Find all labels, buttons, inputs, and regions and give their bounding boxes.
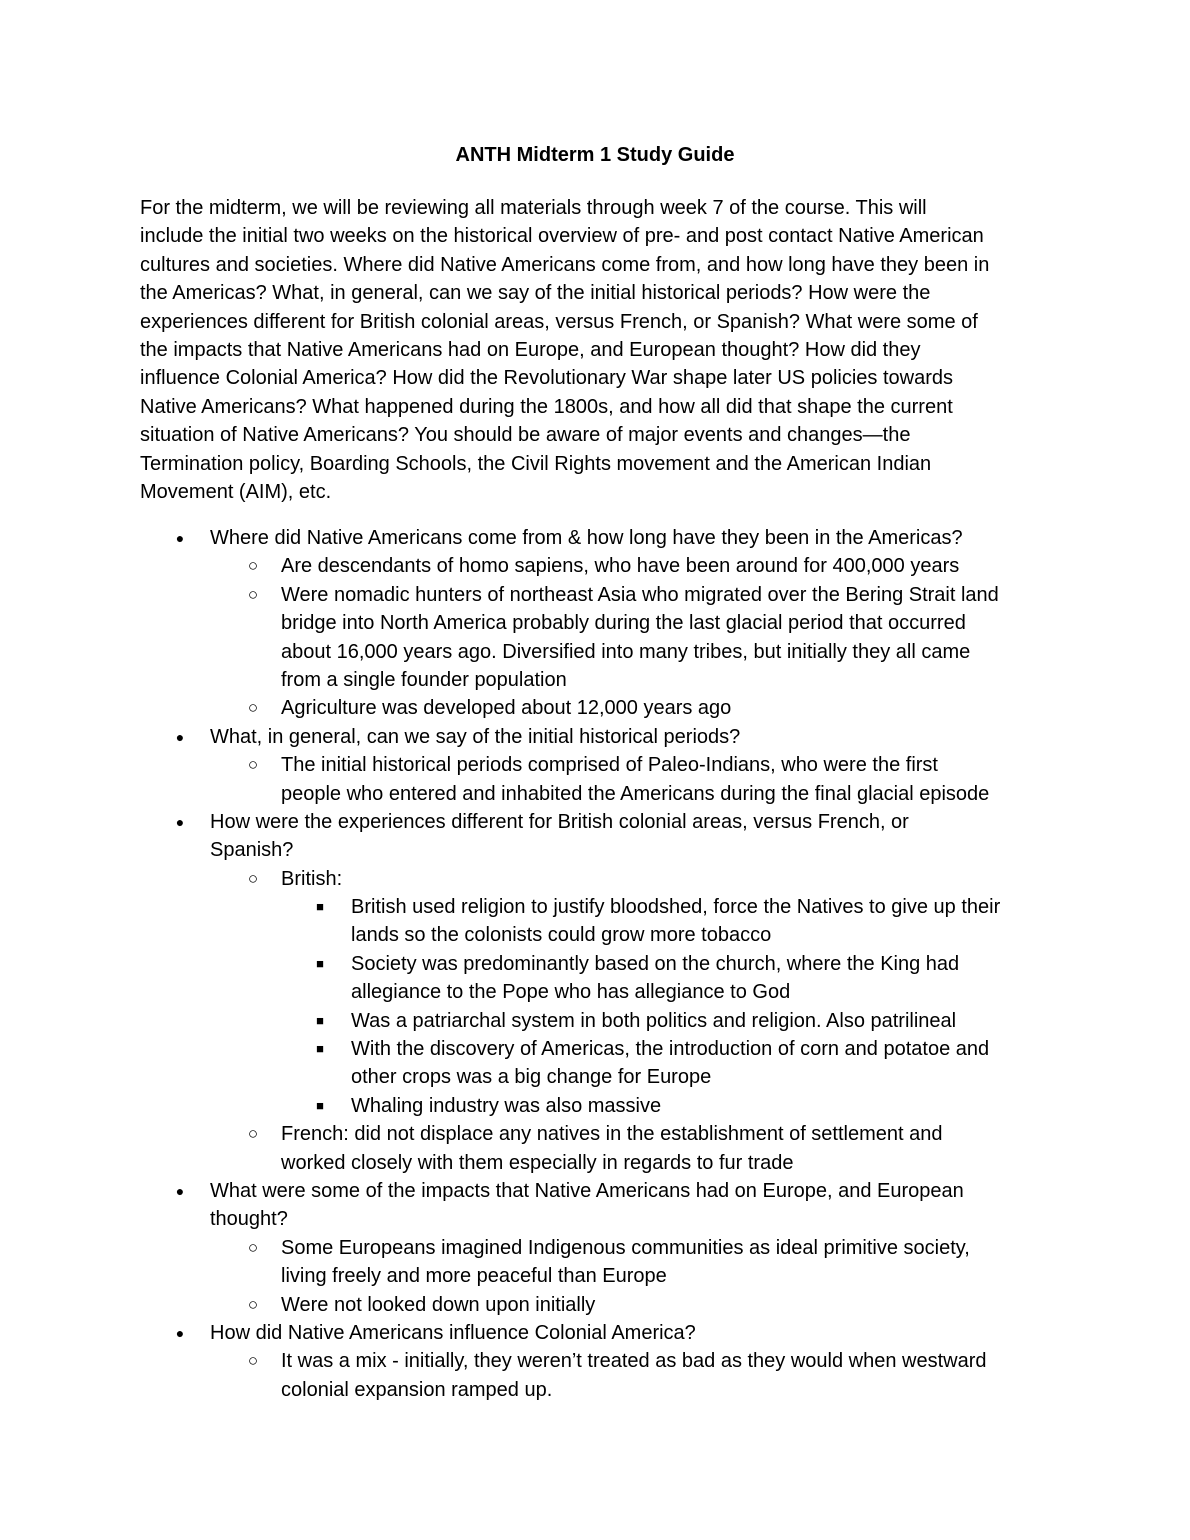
- outline-item-text: Society was predominantly based on the church, where the King had: [351, 952, 960, 975]
- hollow-circle-bullet-icon: ○: [247, 584, 259, 604]
- intro-line: Native Americans? What happened during the 1800s, and how all did that shape the current: [140, 395, 953, 418]
- outline-item-level-3: [0, 1035, 1190, 1063]
- intro-line: the impacts that Native Americans had on Europe, and European thought? How did they: [140, 339, 921, 362]
- outline-item-text: Were not looked down upon initially: [281, 1293, 596, 1316]
- hollow-circle-bullet-icon: ○: [247, 1237, 259, 1257]
- intro-line: Termination policy, Boarding Schools, the Civil Rights movement and the American Indian: [140, 452, 932, 475]
- outline-item-text: What, in general, can we say of the initial historical periods?: [210, 725, 741, 748]
- hollow-circle-bullet-icon: ○: [247, 1351, 259, 1371]
- outline-item-text: Some Europeans imagined Indigenous communities as ideal primitive society,: [281, 1236, 970, 1259]
- hollow-circle-bullet-icon: ○: [247, 1124, 259, 1144]
- outline-item-level-1: [0, 723, 1190, 751]
- outline-item-text: people who entered and inhabited the Americans during the final glacial episode: [281, 782, 990, 805]
- hollow-circle-bullet-icon: ○: [247, 556, 259, 576]
- outline-item-text: The initial historical periods comprised of Paleo-Indians, who were the first: [281, 754, 938, 777]
- outline-item-text: Where did Native Americans come from & how long have they been in the Americas?: [210, 527, 963, 549]
- outline-item-text: allegiance to the Pope who has allegiance to God: [351, 981, 791, 1004]
- outline-item-text: Was a patriarchal system in both politics and religion. Also patrilineal: [351, 1009, 957, 1032]
- hollow-circle-bullet-icon: ○: [247, 755, 259, 775]
- intro-line: influence Colonial America? How did the Revolutionary War shape later US policies towards: [140, 367, 953, 390]
- outline-item-text: How did Native Americans influence Colonial America?: [210, 1321, 696, 1344]
- outline-item-level-1: [0, 808, 1190, 836]
- outline-item-text: British:: [281, 867, 343, 890]
- intro-line: cultures and societies. Where did Native Americans come from, and how long have they been in: [140, 253, 990, 276]
- outline-item-level-2: [0, 1149, 1190, 1177]
- outline-item-level-2: [0, 552, 1190, 580]
- filled-circle-bullet-icon: ●: [175, 1324, 185, 1341]
- outline-item-level-2: [0, 609, 1190, 637]
- outline-item-level-3: [0, 893, 1190, 921]
- intro-line: For the midterm, we will be reviewing all materials through week 7 of the course. This will: [140, 197, 927, 219]
- outline-item-text: British used religion to justify bloodshed, force the Natives to give up their: [351, 896, 1001, 919]
- outline-item-text: It was a mix - initially, they weren’t treated as bad as they would when westward: [281, 1350, 987, 1373]
- outline-item-text: other crops was a big change for Europe: [351, 1066, 712, 1089]
- outline-item-text: What were some of the impacts that Native Americans had on Europe, and European: [210, 1179, 964, 1202]
- outline-item-text: With the discovery of Americas, the introduction of corn and potatoe and: [351, 1038, 990, 1061]
- outline-item-level-3: [0, 1063, 1190, 1091]
- outline-item-text: Are descendants of homo sapiens, who have been around for 400,000 years: [281, 555, 960, 578]
- intro-line: experiences different for British colonial areas, versus French, or Spanish? What were some of: [140, 310, 978, 333]
- outline-item-text: Agriculture was developed about 12,000 years ago: [281, 697, 732, 720]
- filled-square-bullet-icon: ■: [316, 899, 324, 915]
- filled-square-bullet-icon: ■: [316, 955, 324, 971]
- outline-item-level-2: [0, 581, 1190, 609]
- outline-item-text: Spanish?: [210, 839, 294, 862]
- outline-item-text: thought?: [210, 1208, 288, 1231]
- filled-square-bullet-icon: ■: [316, 1097, 324, 1113]
- outline-item-text: from a single founder population: [281, 668, 567, 691]
- hollow-circle-bullet-icon: ○: [247, 868, 259, 888]
- outline-item-level-1: [0, 1205, 1190, 1233]
- filled-circle-bullet-icon: ●: [175, 728, 185, 745]
- outline-item-text: about 16,000 years ago. Diversified into many tribes, but initially they all came: [281, 640, 971, 663]
- outline-item-text: lands so the colonists could grow more tobacco: [351, 924, 772, 947]
- outline-item-level-2: [0, 1234, 1190, 1262]
- outline-item-level-1: [0, 524, 1190, 552]
- outline-item-level-3: [0, 921, 1190, 949]
- outline-item-level-2: [0, 780, 1190, 808]
- outline-item-text: Whaling industry was also massive: [351, 1094, 662, 1117]
- outline-item-text: bridge into North America probably during the last glacial period that occurred: [281, 612, 966, 635]
- outline-item-level-3: [0, 1092, 1190, 1120]
- outline-item-text: Were nomadic hunters of northeast Asia who migrated over the Bering Strait land: [281, 583, 999, 606]
- outline-item-level-3: [0, 978, 1190, 1006]
- intro-line: include the initial two weeks on the historical overview of pre- and post contact Native American: [140, 225, 984, 248]
- outline-item-level-2: [0, 638, 1190, 666]
- outline-item-level-2: [0, 1120, 1190, 1148]
- filled-square-bullet-icon: ■: [316, 1041, 324, 1057]
- filled-circle-bullet-icon: ●: [175, 530, 185, 546]
- filled-square-bullet-icon: ■: [316, 1012, 324, 1028]
- outline-item-level-2: [0, 1262, 1190, 1290]
- outline-item-level-2: [0, 1291, 1190, 1319]
- outline-item-level-1: [0, 1177, 1190, 1205]
- intro-paragraph: [140, 194, 1060, 506]
- outline-item-text: worked closely with them especially in regards to fur trade: [281, 1151, 794, 1174]
- outline-item-level-1: [0, 836, 1190, 864]
- outline-item-level-2: [0, 694, 1190, 722]
- filled-circle-bullet-icon: ●: [175, 1182, 185, 1199]
- outline-item-level-3: [0, 950, 1190, 978]
- outline-item-text: French: did not displace any natives in the establishment of settlement and: [281, 1123, 943, 1146]
- outline-item-level-1: [0, 1319, 1190, 1347]
- outline-item-level-2: [0, 1347, 1190, 1375]
- outline-item-level-2: [0, 751, 1190, 779]
- intro-line: situation of Native Americans? You should be aware of major events and changes—the: [140, 424, 911, 447]
- outline-item-text: living freely and more peaceful than Europe: [281, 1265, 667, 1288]
- intro-line: the Americas? What, in general, can we say of the initial historical periods? How were the: [140, 282, 931, 305]
- outline-item-level-2: [0, 666, 1190, 694]
- outline-item-level-3: [0, 1007, 1190, 1035]
- outline-item-level-2: [0, 1376, 1190, 1404]
- intro-line: Movement (AIM), etc.: [140, 481, 332, 504]
- outline-item-text: How were the experiences different for British colonial areas, versus French, or: [210, 810, 909, 833]
- filled-circle-bullet-icon: ●: [175, 813, 185, 830]
- hollow-circle-bullet-icon: ○: [247, 1294, 259, 1314]
- document-title: ANTH Midterm 1 Study Guide: [455, 144, 735, 166]
- outline-item-level-2: [0, 865, 1190, 893]
- hollow-circle-bullet-icon: ○: [247, 698, 259, 718]
- outline-list: [0, 524, 1190, 1404]
- outline-item-text: colonial expansion ramped up.: [281, 1378, 553, 1401]
